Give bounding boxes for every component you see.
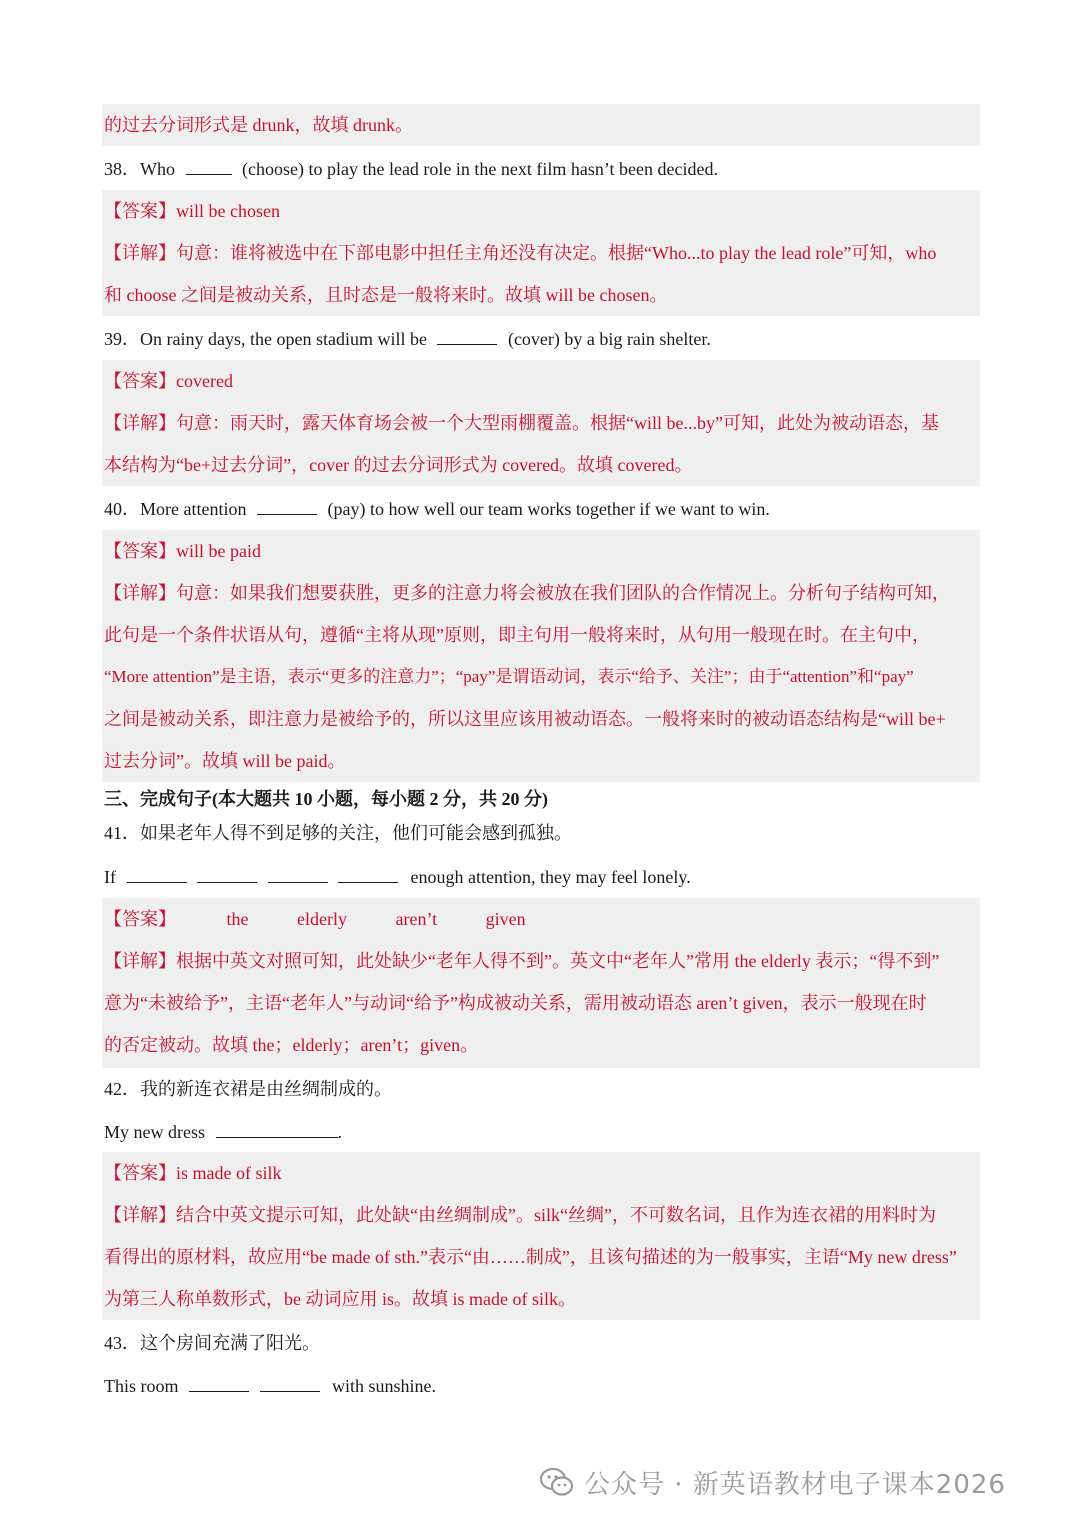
section-heading: 三、完成句子(本大题共 10 小题，每小题 2 分，共 20 分) — [104, 789, 548, 809]
detail-line — [104, 242, 978, 264]
question-number: 39． — [104, 329, 140, 349]
answer-line — [104, 370, 978, 392]
question-number: 38． — [104, 159, 140, 179]
wechat-icon — [540, 1467, 574, 1504]
answer-text: will be chosen — [176, 201, 280, 221]
detail-line — [104, 412, 978, 434]
detail-text: 结合中英文提示可知，此处缺“由丝绸制成”。silk“丝绸”，不可数名词，且作为连衣裙的用料时为 — [176, 1205, 936, 1225]
question-text-pre: On rainy days, the open stadium will be — [140, 329, 427, 349]
answer-label: 【答案】 — [104, 371, 176, 391]
answer-blank — [216, 1121, 338, 1138]
answer-blank — [189, 1375, 249, 1392]
answer-text: will be paid — [176, 541, 261, 561]
question-text-post: with sunshine. — [332, 1376, 437, 1396]
question-text-pre: My new dress — [104, 1122, 205, 1142]
question-chinese: 我的新连衣裙是由丝绸制成的。 — [140, 1079, 392, 1099]
detail-line: 和 choose 之间是被动关系，且时态是一般将来时。故填 will be chosen。 — [104, 285, 668, 305]
question-chinese: 如果老年人得不到足够的关注，他们可能会感到孤独。 — [140, 823, 572, 843]
answer-blank — [257, 498, 317, 515]
question-43-english — [104, 1375, 980, 1397]
detail-label: 【详解】 — [104, 1205, 176, 1225]
answer-text: covered — [176, 371, 233, 391]
detail-line: 此句是一个条件状语从句，遵循“主将从现”原则，即主句用一般将来时，从句用一般现在时。在主句中， — [104, 625, 930, 645]
answer-blank — [186, 158, 232, 175]
question-text-post: (pay) to how well our team works together if we want to win. — [327, 499, 770, 519]
detail-text: 根据中英文对照可知，此处缺少“老年人得不到”。英文中“老年人”常用 the elderly 表示；“得不到” — [176, 951, 940, 971]
question-40 — [104, 498, 980, 520]
answer-box-41 — [102, 898, 980, 1068]
question-41-english — [104, 866, 980, 888]
answer-word: given — [485, 909, 526, 929]
answer-word: the — [226, 909, 249, 929]
watermark-text: 公众号 · 新英语教材电子课本2026 — [584, 1470, 1006, 1500]
wechat-watermark — [540, 1464, 1006, 1504]
answer-label: 【答案】 — [104, 909, 176, 929]
question-number: 41． — [104, 823, 140, 843]
question-42-chinese — [104, 1078, 980, 1100]
answer-label: 【答案】 — [104, 541, 176, 561]
explanation-box-continued — [102, 104, 980, 146]
detail-line: 过去分词”。故填 will be paid。 — [104, 751, 346, 771]
detail-line — [104, 582, 978, 604]
answer-box-42 — [102, 1152, 980, 1320]
detail-line: 意为“未被给予”，主语“老年人”与动词“给予”构成被动关系，需用被动语态 aren’t given，表示一般现在时 — [104, 993, 927, 1013]
question-text-pre: If — [104, 867, 116, 887]
answer-box-39 — [102, 360, 980, 486]
question-41-chinese — [104, 822, 980, 844]
detail-label: 【详解】 — [104, 243, 176, 263]
question-38 — [104, 158, 980, 180]
answer-line — [104, 200, 978, 222]
answer-blank — [260, 1375, 320, 1392]
answer-box-38 — [102, 190, 980, 316]
answer-line — [104, 540, 978, 562]
detail-label: 【详解】 — [104, 951, 176, 971]
question-text-post: (choose) to play the lead role in the next film hasn’t been decided. — [242, 159, 719, 179]
question-number: 40． — [104, 499, 140, 519]
answer-label: 【答案】 — [104, 1163, 176, 1183]
question-text-pre: This room — [104, 1376, 179, 1396]
answer-blank — [127, 866, 187, 883]
detail-line: 为第三人称单数形式，be 动词应用 is。故填 is made of silk。 — [104, 1289, 576, 1309]
question-number: 42． — [104, 1079, 140, 1099]
question-text-pre: Who — [140, 159, 175, 179]
answer-text: is made of silk — [176, 1163, 282, 1183]
answer-blank — [197, 866, 257, 883]
answer-line — [104, 908, 978, 930]
answer-line — [104, 1162, 978, 1184]
question-text-post: enough attention, they may feel lonely. — [410, 867, 691, 887]
detail-line: 本结构为“be+过去分词”，cover 的过去分词形式为 covered。故填 covered。 — [104, 455, 693, 475]
answer-box-40 — [102, 530, 980, 782]
answer-label: 【答案】 — [104, 201, 176, 221]
question-chinese: 这个房间充满了阳光。 — [140, 1333, 320, 1353]
answer-blank — [338, 866, 398, 883]
detail-line: 看得出的原材料，故应用“be made of sth.”表示“由……制成”，且该句描述的为一般事实，主语“My new dress” — [104, 1247, 957, 1267]
detail-line — [104, 1204, 978, 1226]
detail-line: “More attention”是主语，表示“更多的注意力”；“pay”是谓语动词，表示“给予、关注”；由于“attention”和“pay” — [104, 667, 914, 686]
answer-word: aren’t — [395, 909, 438, 929]
question-43-chinese — [104, 1332, 980, 1354]
detail-label: 【详解】 — [104, 413, 176, 433]
detail-line — [104, 950, 978, 972]
answer-blank — [437, 328, 497, 345]
explanation-line: 的过去分词形式是 drunk，故填 drunk。 — [104, 115, 413, 135]
detail-text: 句意：谁将被选中在下部电影中担任主角还没有决定。根据“Who...to play the lead role”可知，who — [176, 243, 937, 263]
detail-line: 的否定被动。故填 the；elderly；aren’t；given。 — [104, 1035, 479, 1055]
detail-line: 之间是被动关系，即注意力是被给予的，所以这里应该用被动语态。一般将来时的被动语态结构是“will be+ — [104, 709, 946, 729]
question-text-post: . — [337, 1122, 342, 1142]
question-42-english — [104, 1121, 980, 1143]
question-text-post: (cover) by a big rain shelter. — [507, 329, 711, 349]
question-number: 43． — [104, 1333, 140, 1353]
question-text-pre: More attention — [140, 499, 247, 519]
question-39 — [104, 328, 980, 350]
answer-word: elderly — [297, 909, 347, 929]
detail-text: 句意：如果我们想要获胜，更多的注意力将会被放在我们团队的合作情况上。分析句子结构可知， — [176, 583, 950, 603]
answer-blank — [268, 866, 328, 883]
detail-label: 【详解】 — [104, 583, 176, 603]
detail-text: 句意：雨天时，露天体育场会被一个大型雨棚覆盖。根据“will be...by”可知，此处为被动语态，基 — [176, 413, 939, 433]
